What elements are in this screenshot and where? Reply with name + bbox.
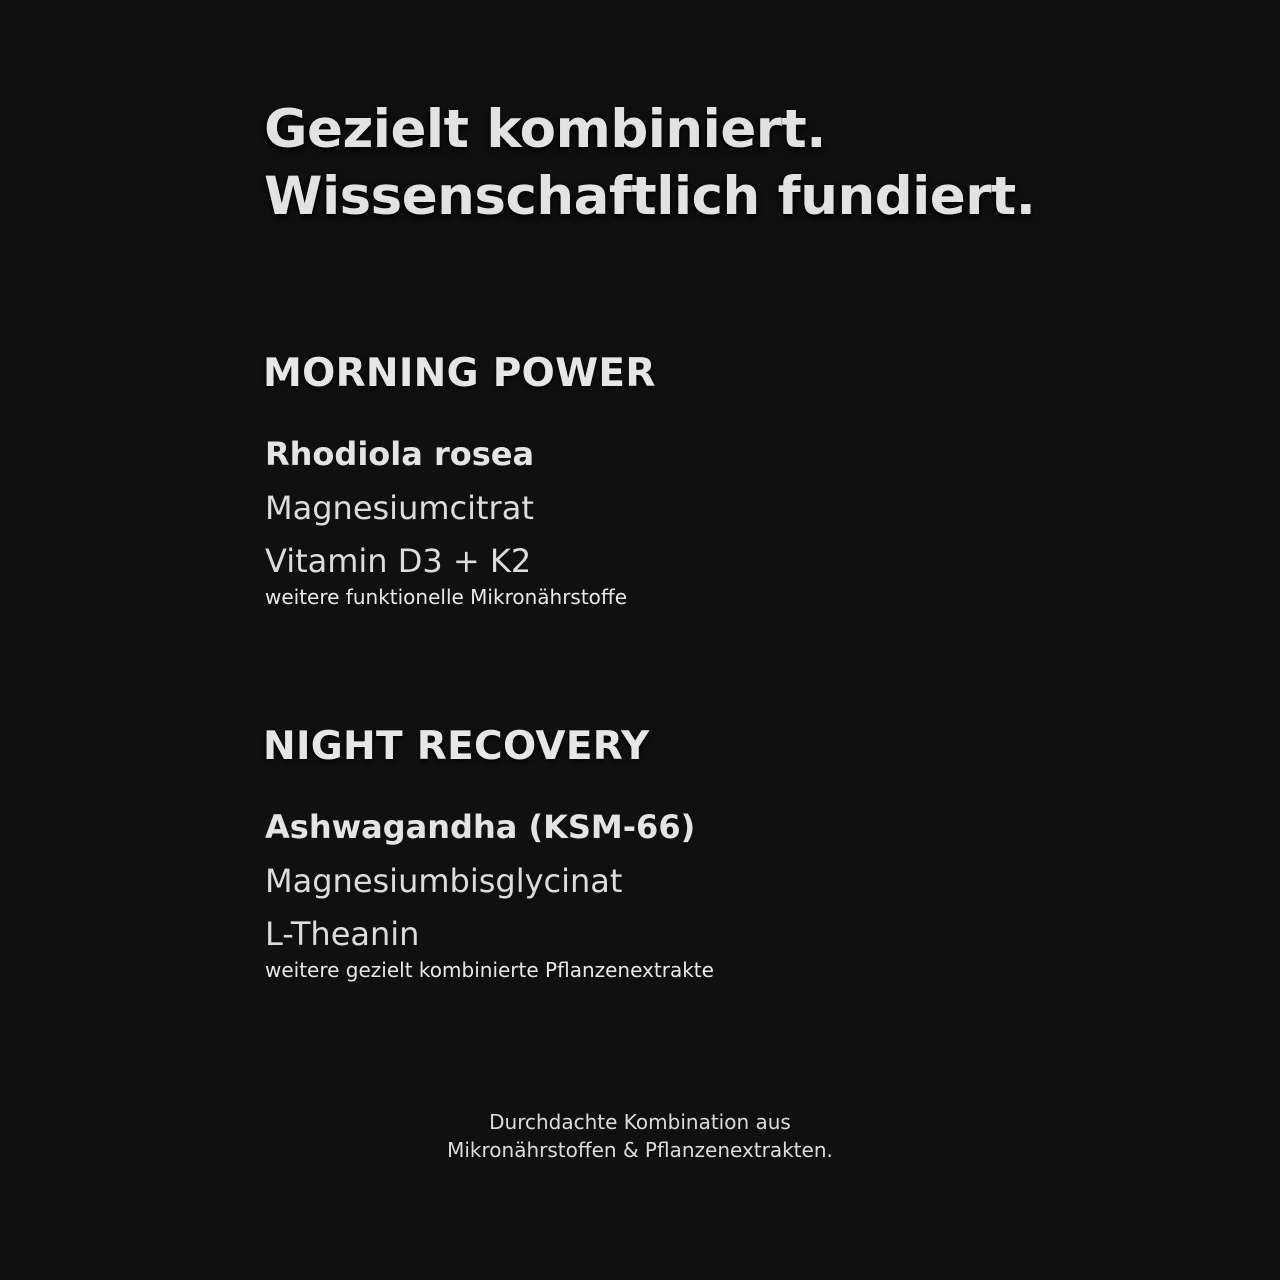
ingredient-item: Magnesiumbisglycinat bbox=[265, 861, 623, 900]
headline-line-1: Gezielt kombiniert. bbox=[264, 99, 826, 160]
night-recovery-section bbox=[263, 721, 714, 984]
ingredient-item: L-Theanin bbox=[265, 915, 420, 953]
ingredient-list-night bbox=[265, 801, 714, 962]
section-title-morning-power: MORNING POWER bbox=[263, 351, 656, 396]
ingredient-note-night: weitere gezielt kombinierte Pflanzenextrakte bbox=[265, 957, 714, 982]
headline-line-2: Wissenschaftlich fundiert. bbox=[264, 166, 1036, 227]
footer-line-2: Mikronährstoffen & Pflanzenextrakten. bbox=[447, 1138, 833, 1162]
headline bbox=[264, 96, 1035, 230]
ingredient-item: Magnesiumcitrat bbox=[265, 488, 534, 527]
footer-line-1: Durchdachte Kombination aus bbox=[489, 1110, 791, 1134]
ingredient-item: Vitamin D3 + K2 bbox=[265, 542, 532, 580]
ingredient-item: Rhodiola rosea bbox=[265, 435, 535, 473]
section-title-night-recovery: NIGHT RECOVERY bbox=[263, 724, 650, 769]
footer-text bbox=[0, 1108, 1280, 1164]
ingredient-item: Ashwagandha (KSM-66) bbox=[265, 808, 696, 846]
morning-power-section bbox=[263, 348, 656, 611]
ingredient-list-morning bbox=[265, 428, 656, 589]
ingredient-note-morning: weitere funktionelle Mikronährstoffe bbox=[265, 584, 628, 609]
